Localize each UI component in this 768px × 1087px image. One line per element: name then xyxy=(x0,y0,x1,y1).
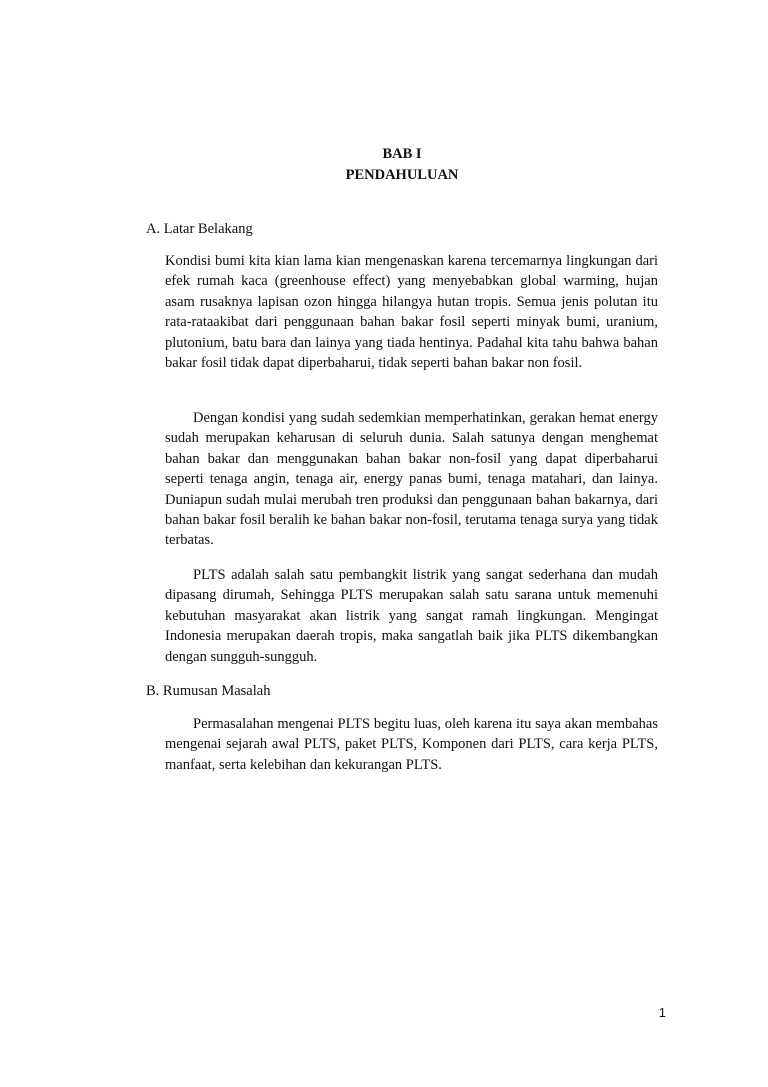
section-heading-rumusan-masalah: B. Rumusan Masalah xyxy=(146,683,271,699)
paragraph-gerakan-hemat-energy: Dengan kondisi yang sudah sedemkian memperhatinkan, gerakan hemat energy sudah merupakan keharusan di seluruh dunia. Salah satunya dengan menghemat bahan bakar dan menggunakan bahan bakar non-fosil yang dapat diperbaharui seperti tenaga angin, tenaga air, energy panas bumi, tenaga matahari, dan lainya. Duniapun sudah mulai merubah tren produksi dan penggunaan bahan bakarnya, dari bahan bakar fosil beralih ke bahan bakar non-fosil, terutama tenaga surya yang tidak terbatas. xyxy=(165,410,658,549)
chapter-number: BAB I xyxy=(382,146,422,162)
paragraph-kondisi-bumi: Kondisi bumi kita kian lama kian mengenaskan karena tercemarnya lingkungan dari efek rumah kaca (greenhouse effect) yang menyebabkan global warming, hujan asam rusaknya lapisan ozon hingga hilangya hutan tropis. Semua jenis polutan itu rata-rataakibat dari penggunaan bahan bakar fosil seperti minyak bumi, uranium, plutonium, batu bara dan lainya yang tiada hentinya. Padahal kita tahu bahwa bahan bakar fosil tidak dapat diperbaharui, tidak seperti bahan bakar non fosil. xyxy=(165,253,658,372)
paragraph-plts-definition: PLTS adalah salah satu pembangkit listrik yang sangat sederhana dan mudah dipasang dirumah, Sehingga PLTS merupakan salah satu sarana untuk memenuhi kebutuhan masyarakat akan listrik yang sangat ramah lingkungan. Mengingat Indonesia merupakan daerah tropis, maka sangatlah baik jika PLTS dikembangkan dengan sungguh-sungguh. xyxy=(165,567,658,665)
page-number: 1 xyxy=(658,1005,666,1020)
chapter-title: PENDAHULUAN xyxy=(345,167,459,183)
paragraph-permasalahan: Permasalahan mengenai PLTS begitu luas, oleh karena itu saya akan membahas mengenai sejarah awal PLTS, paket PLTS, Komponen dari PLTS, cara kerja PLTS, manfaat, serta kelebihan dan kekurangan PLTS. xyxy=(165,716,658,773)
section-heading-latar-belakang: A. Latar Belakang xyxy=(146,221,253,237)
